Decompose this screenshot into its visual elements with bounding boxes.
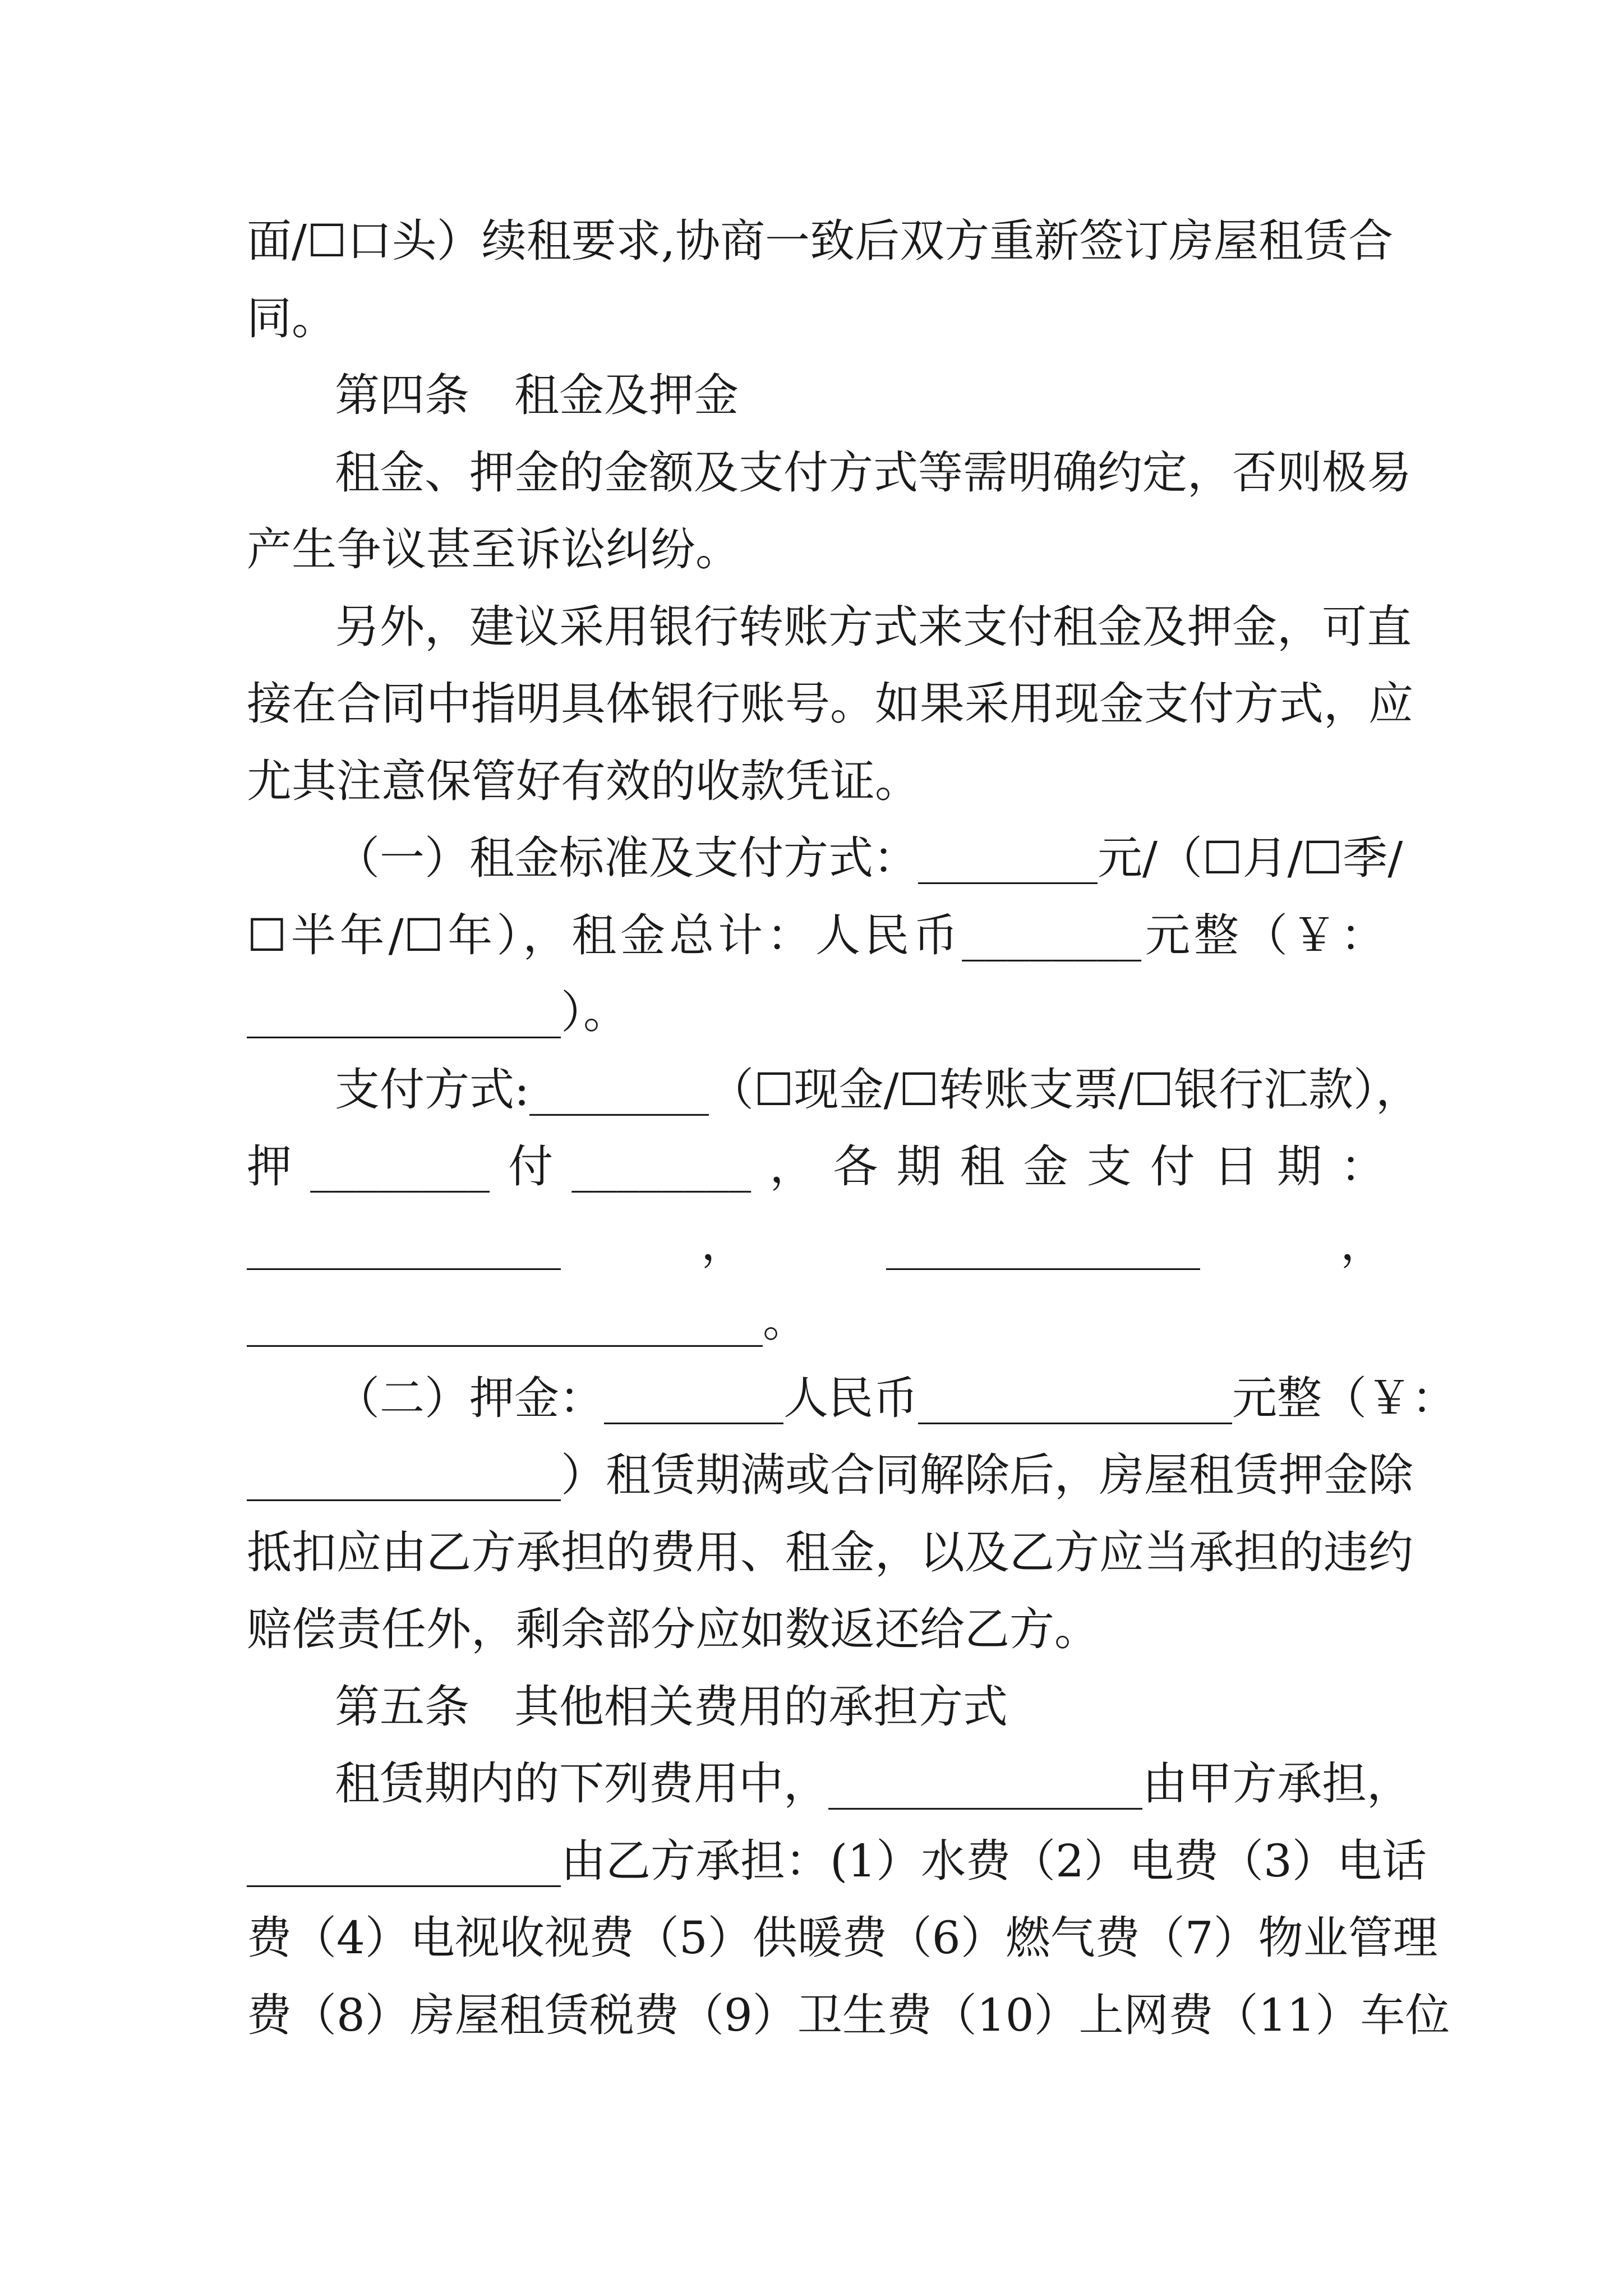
text-line: 面/☐口头）续租要求,协商一致后双方重新签订房屋租赁合	[247, 215, 1394, 267]
text-line: ______________）。	[247, 986, 628, 1038]
text-line: 抵扣应由乙方承担的费用、租金，以及乙方应当承担的违约	[247, 1526, 1413, 1579]
text-line: _______________________。	[247, 1295, 808, 1347]
text-line: ______________由乙方承担：(1）水费（2）电费（3）电话	[247, 1835, 1427, 1887]
text-line: 费（8）房屋租赁税费（9）卫生费（10）上网费（11）车位	[247, 1989, 1450, 2041]
text-line: 支付方式:________（☐现金/☐转账支票/☐银行汇款），	[335, 1064, 1421, 1116]
text-line: 接在合同中指明具体银行账号。如果采用现金支付方式，应	[247, 678, 1413, 730]
text-line: 同。	[247, 292, 336, 344]
text-line: ☐半年/☐年），租金总计：人民币________元整（￥：	[247, 909, 1385, 961]
text-line: 另外，建议采用银行转账方式来支付租金及押金，可直	[335, 601, 1412, 653]
article-heading: 第五条 其他相关费用的承担方式	[335, 1681, 1008, 1733]
article-heading: 第四条 租金及押金	[335, 369, 739, 421]
text-line: （二）押金：________人民币______________元整（￥：	[335, 1372, 1456, 1424]
text-line: （一）租金标准及支付方式：________元/（☐月/☐季/	[335, 832, 1403, 884]
text-line: 租赁期内的下列费用中，______________由甲方承担，	[335, 1757, 1412, 1810]
text-line: 租金、押金的金额及支付方式等需明确约定，否则极易	[335, 447, 1412, 499]
text-line: ______________，______________，	[247, 1218, 1385, 1270]
text-line: 押________付________，各期租金支付日期：	[247, 1140, 1385, 1193]
text-line: 尤其注意保管好有效的收款凭证。	[247, 755, 920, 807]
text-line: 费（4）电视收视费（5）供暖费（6）燃气费（7）物业管理	[247, 1912, 1438, 1964]
text-line: ______________）租赁期满或合同解除后，房屋租赁押金除	[247, 1449, 1413, 1501]
text-line: 赔偿责任外，剩余部分应如数返还给乙方。	[247, 1603, 1099, 1655]
text-line: 产生争议甚至诉讼纠纷。	[247, 523, 740, 576]
